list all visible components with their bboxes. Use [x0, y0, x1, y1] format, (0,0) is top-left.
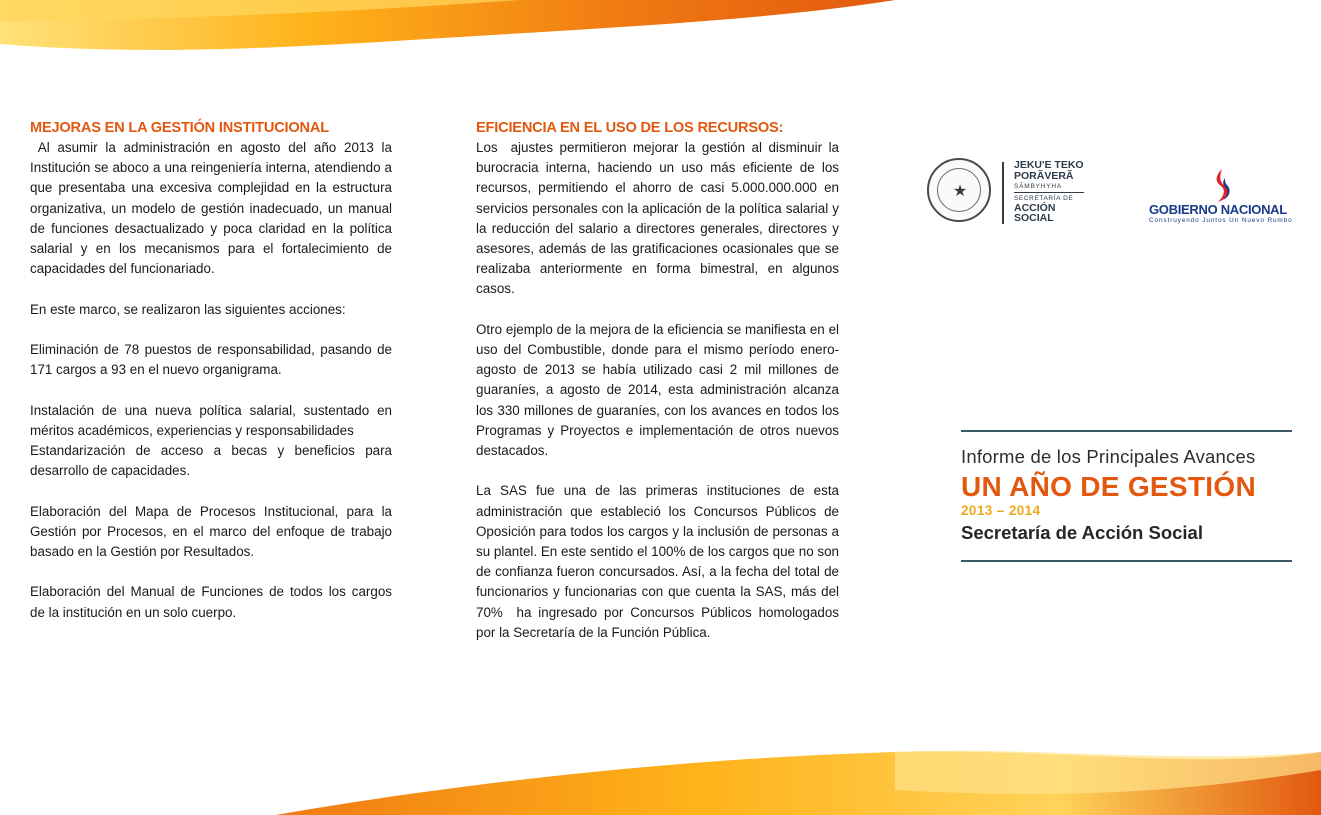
- sas-logo-line: PORÃVERÃ: [1014, 170, 1074, 182]
- logos-row: [927, 156, 1307, 236]
- logo-divider: [1002, 162, 1004, 224]
- bottom-swoosh-highlight: [895, 751, 1321, 794]
- title-rule-top: [961, 430, 1292, 432]
- paragraph: Otro ejemplo de la mejora de la eficiencia se manifiesta en el uso del Combustible, donde para el mismo período enero-agosto de 2013 se había utilizado casi 2 mil millones de guaraníes, a agosto de 2014, esta administración alcanza los 330 millones de guaraníes, con los avances en todos los Programas y Proyectos e implementación de otros nuevos destacados.: [476, 321, 839, 459]
- paragraph: Los ajustes permitieron mejorar la gestión al disminuir la burocracia interna, haciendo un uso más eficiente de los recursos, permitiendo el ahorro de casi 5.000.000.000 en servicios personales con la aplicación de la política salarial y la reducción del salario a directores generales, directores y asesores, además de las gratificaciones ocasionales que se realizaba anteriormente en forma bimestral, en algunos casos.: [476, 140, 843, 297]
- paragraph: Al asumir la administración en agosto del año 2013 la Institución se aboco a una reingeniería interna, atendiendo a que presentaba una excesiva complejidad en la estructura organizativa, un modelo de gestión inadecuado, un manual de funciones desactualizado y poca claridad en la política salarial y en los mecanismos para el fortalecimiento de capacidades del funcionariado.: [30, 140, 396, 277]
- cover-subtitle: Informe de los Principales Avances: [961, 446, 1256, 467]
- title-rule-bottom: [961, 560, 1292, 562]
- sas-logo-rule: [1014, 192, 1084, 193]
- paragraph: Elaboración del Manual de Funciones de todos los cargos de la institución en un solo cuerpo.: [30, 584, 392, 620]
- bottom-swoosh: [275, 752, 1321, 815]
- star-icon: ★: [952, 183, 968, 200]
- sas-logo-line: JEKU'E TEKO: [1014, 159, 1084, 171]
- cover-organization: Secretaría de Acción Social: [961, 522, 1203, 543]
- cover-years: 2013 – 2014: [961, 503, 1041, 518]
- paragraph: Instalación de una nueva política salarial, sustentado en méritos académicos, experiencias y responsabilidades: [30, 402, 392, 438]
- section-heading: EFICIENCIA EN EL USO DE LOS RECURSOS:: [476, 120, 784, 136]
- sas-logo-line: ACCIÓN: [1014, 202, 1056, 214]
- column-eficiencia-recursos: [476, 118, 843, 663]
- paragraph: Estandarización de acceso a becas y beneficios para desarrollo de capacidades.: [30, 443, 392, 479]
- top-swoosh-highlight: [0, 0, 520, 22]
- cover-title: UN AÑO DE GESTIÓN: [961, 471, 1256, 502]
- paragraph: En este marco, se realizaron las siguientes acciones:: [30, 301, 346, 317]
- sas-logo-line: SÃMBYHYHA: [1014, 183, 1063, 190]
- sas-logo-line: SOCIAL: [1014, 212, 1054, 224]
- paragraph: Elaboración del Mapa de Procesos Institucional, para la Gestión por Procesos, en el marco del enfoque de trabajo basado en la Gestión por Resultados.: [30, 503, 392, 559]
- paragraph: La SAS fue una de las primeras instituciones de esta administración que estableció los Concursos Públicos de Oposición para todos los cargos y la inclusión de personas a su plantel. En este sentido el 100% de los cargos que no son de confianza fueron concursados. Así, a la fecha del total de funcionarios y funcionarias con que cuenta la SAS, más del 70% ha ingresado por Concursos Públicos homologados por la Secretaría de la Función Pública.: [476, 483, 843, 640]
- cover-title-block: [961, 430, 1294, 562]
- column-gestion-institucional: [30, 118, 396, 643]
- gobierno-nacional-tagline: Construyendo Juntos Un Nuevo Rumbo: [1149, 217, 1293, 224]
- national-seal-icon: [927, 158, 991, 222]
- top-swoosh: [0, 0, 895, 50]
- gobierno-nacional-name: GOBIERNO NACIONAL: [1149, 202, 1287, 217]
- paragraph: Eliminación de 78 puestos de responsabilidad, pasando de 171 cargos a 93 en el nuevo organigrama.: [30, 342, 392, 378]
- sas-logo-line: SECRETARÍA DE: [1014, 195, 1074, 202]
- flag-flame-icon: [1209, 168, 1233, 204]
- section-heading: MEJORAS EN LA GESTIÓN INSTITUCIONAL: [30, 120, 329, 136]
- sas-logo: [1014, 160, 1104, 223]
